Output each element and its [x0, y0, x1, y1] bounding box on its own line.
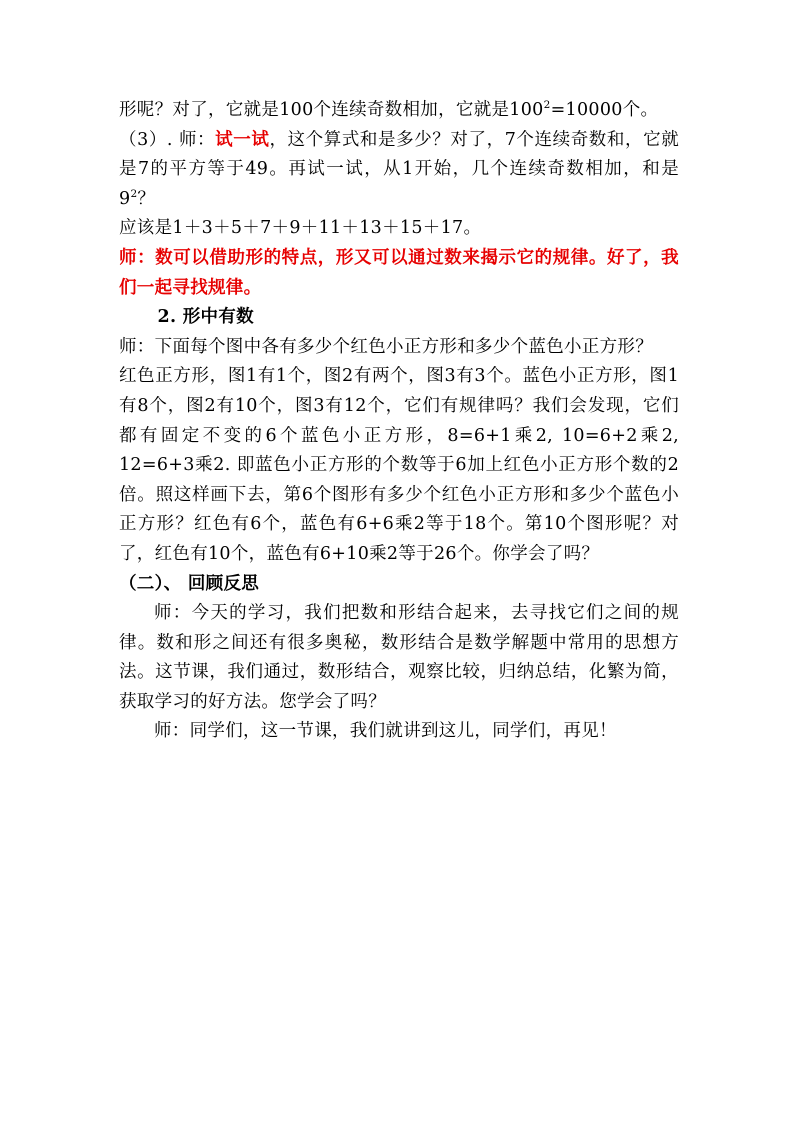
- section-heading-2: 2. 形中有数: [157, 307, 254, 328]
- paragraph-try-it: [119, 126, 679, 215]
- emphasis-text: 试一试: [215, 129, 270, 150]
- text-run: =10000个。: [550, 100, 659, 120]
- text-run: ，这个算式和是多少？对了，7个连续奇数和，它就是7的平方等于49。再试一试，从1开始，几个连续奇数相加，和是9: [119, 129, 679, 209]
- paragraph-question: 师：下面每个图中各有多少个红色小正方形和多少个蓝色小正方形？: [119, 336, 653, 357]
- paragraph-review: 师：今天的学习，我们把数和形结合起来，去寻找它们之间的规律。数和形之间还有很多奥秘，数形结合是数学解题中常用的思想方法。这节课，我们通过，数形结合，观察比较，归纳总结，化繁为简，获取学习的好方法。您学会了吗？: [119, 603, 679, 712]
- section-heading-review: （二）、 回顾反思: [119, 573, 260, 594]
- paragraph-closing: 师：同学们，这一节课，我们就讲到这儿，同学们，再见！: [154, 721, 617, 742]
- paragraph-explanation: 红色正方形，图1有1个，图2有两个，图3有3个。蓝色小正方形，图1有8个，图2有10个，图3有12个，它们有规律吗？我们会发现，它们都有固定不变的6个蓝色小正方形，8=6+1乘2, 10=6+2乘2, 12=6+3乘2. 即蓝色小正方形的个数等于6加上红色小正方形个数的2倍。照这样画下去，第6个图形有多少个红色小正方形和多少个蓝色小正方形？红色有6个，蓝色有6+6乘2等于18个。第10个图形呢？对了，红色有10个，蓝色有6+10乘2等于26个。你学会了吗？: [119, 366, 679, 564]
- text-run: ？: [137, 188, 156, 209]
- superscript: 2: [543, 99, 551, 112]
- paragraph-teacher-emphasis: 师：数可以借助形的特点，形又可以通过数来揭示它的规律。好了，我们一起寻找规律。: [119, 247, 679, 298]
- superscript: 2: [130, 187, 138, 200]
- text-run: 形呢？对了，它就是100个连续奇数相加，它就是100: [119, 100, 544, 120]
- document-body: [119, 96, 679, 747]
- paragraph-line-1: [119, 96, 679, 126]
- text-run: （3）. 师：: [119, 129, 216, 150]
- paragraph-sum: 应该是1＋3＋5＋7＋9＋11＋13＋15＋17。: [119, 218, 482, 239]
